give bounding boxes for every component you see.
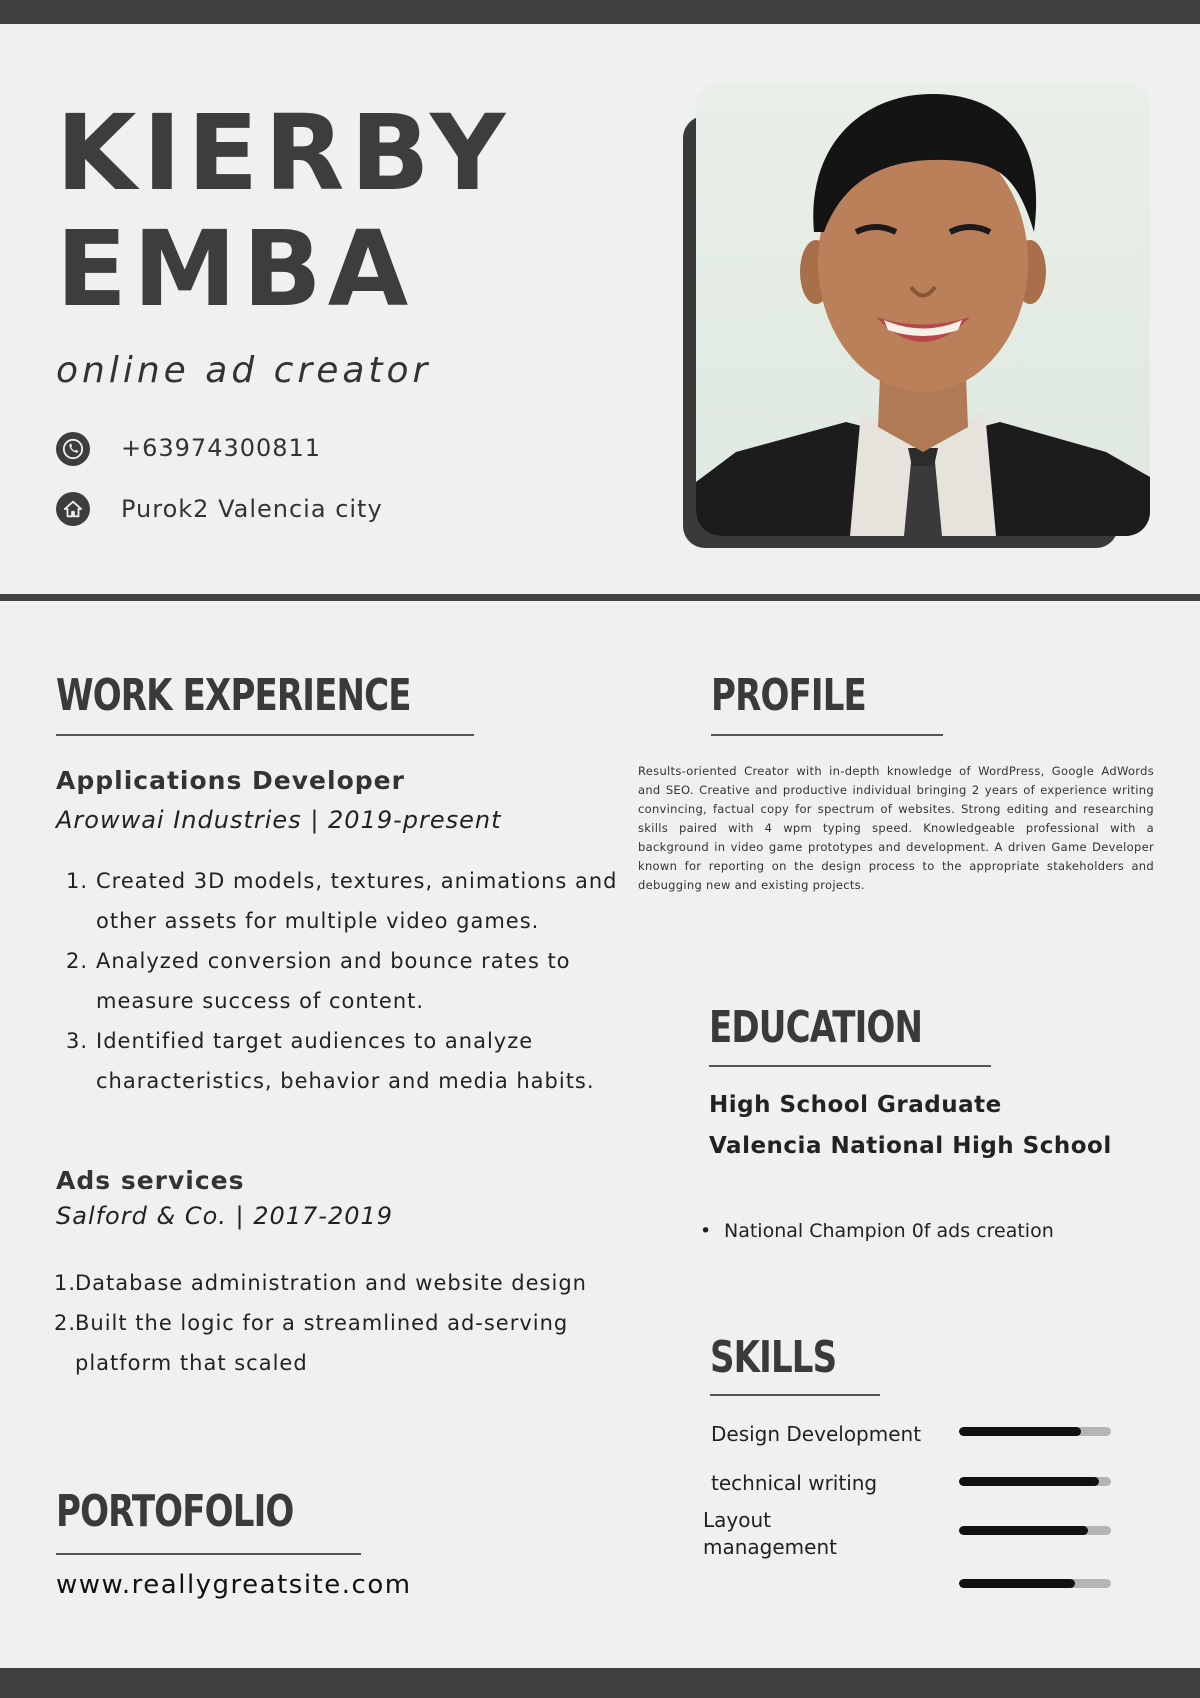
skill-fill xyxy=(959,1579,1075,1588)
header-divider xyxy=(0,594,1200,601)
skill-label-3: Layout management xyxy=(703,1508,837,1559)
phone-number: +63974300811 xyxy=(121,434,322,462)
skill-label-1: Design Development xyxy=(711,1422,922,1446)
profile-photo xyxy=(696,82,1150,536)
education-heading: EDUCATION xyxy=(709,1002,923,1053)
skills-heading: SKILLS xyxy=(710,1332,837,1383)
bullet-icon: • xyxy=(700,1220,712,1242)
list-item: 2. Analyzed conversion and bounce rates to measure success of content. xyxy=(66,949,571,1013)
full-name xyxy=(56,92,512,330)
list-item: 1. Database administration and website design xyxy=(54,1271,587,1295)
job-role: online ad creator xyxy=(56,350,432,391)
address: Purok2 Valencia city xyxy=(121,495,383,523)
list-item: 1. Created 3D models, textures, animations and other assets for multiple video games. xyxy=(66,869,618,933)
skill-fill xyxy=(959,1526,1088,1535)
last-name: EMBA xyxy=(56,208,415,330)
skill-fill xyxy=(959,1427,1081,1436)
profile-heading: PROFILE xyxy=(711,670,866,721)
portfolio-rule xyxy=(56,1553,361,1555)
education-degree: High School Graduate xyxy=(709,1092,1002,1118)
portfolio-heading: PORTOFOLIO xyxy=(56,1486,294,1537)
education-school: Valencia National High School xyxy=(709,1133,1112,1159)
job-title-1: Applications Developer xyxy=(56,766,405,795)
work-experience-rule xyxy=(56,734,474,736)
skill-bar-4 xyxy=(959,1579,1111,1588)
job-duties-2 xyxy=(54,1263,614,1383)
top-bar xyxy=(0,0,1200,24)
education-rule xyxy=(709,1065,991,1067)
list-item: 3. Identified target audiences to analyze characteristics, behavior and media habits. xyxy=(66,1029,595,1093)
skill-bar-1 xyxy=(959,1427,1111,1436)
skills-rule xyxy=(710,1394,880,1396)
list-item: 2. Built the logic for a streamlined ad-serving platform that scaled xyxy=(54,1311,569,1375)
work-experience-heading: WORK EXPERIENCE xyxy=(56,670,411,721)
portfolio-link[interactable]: www.reallygreatsite.com xyxy=(56,1570,412,1600)
job-duties-1 xyxy=(66,861,626,1101)
profile-summary: Results-oriented Creator with in-depth knowledge of WordPress, Google AdWords and SEO. Creative and productive individual bringing 2 years of experience writing convincing, factual copy for spectrum of websites. Strong editing and researching skills paired with 4 wpm typing speed. Knowledgeable professional with a background in video game prototypes and development. A driven Game Developer known for reporting on the design process to the appropriate stakeholders and debugging new and existing projects. xyxy=(638,764,1154,892)
skill-bar-3 xyxy=(959,1526,1111,1535)
job-title-2: Ads services xyxy=(56,1166,245,1195)
skill-label-2: technical writing xyxy=(711,1471,878,1495)
job-meta-2: Salford & Co. | 2017-2019 xyxy=(56,1202,394,1230)
skill-fill xyxy=(959,1477,1099,1486)
education-achievement: • National Champion 0f ads creation xyxy=(700,1220,1054,1242)
home-icon xyxy=(56,492,90,526)
profile-rule xyxy=(711,734,943,736)
bottom-bar xyxy=(0,1668,1200,1698)
skill-bar-2 xyxy=(959,1477,1111,1486)
job-meta-1: Arowwai Industries | 2019-present xyxy=(56,806,502,834)
first-name: KIERBY xyxy=(56,92,512,214)
phone-icon xyxy=(56,432,90,466)
